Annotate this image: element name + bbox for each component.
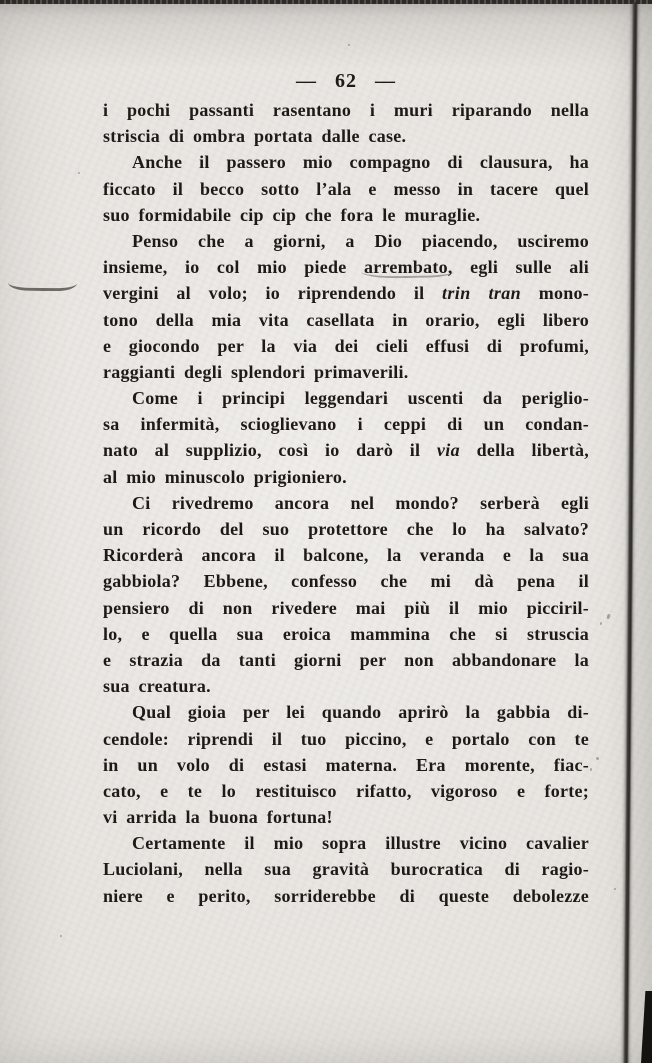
text-line: gabbiola? Ebbene, confesso che mi dà pena il: [103, 571, 589, 592]
text-line: Ricorderà ancora il balcone, la veranda e la sua: [103, 545, 589, 566]
text-line: ficcato il becco sotto l’ala e messo in tacere quel: [103, 178, 589, 199]
text-line: pensiero di non rivedere mai più il mio picciril-: [103, 597, 589, 618]
text-line: in un volo di estasi materna. Era morente, fiac-: [103, 754, 589, 775]
text-line: sua creatura.: [103, 676, 211, 697]
scan-speck: [614, 888, 616, 890]
text-line: al mio minuscolo prigioniero.: [103, 466, 347, 487]
scan-speck: [60, 935, 62, 937]
text-line: lo, e quella sua eroica mammina che si struscia: [103, 623, 589, 644]
text-line: cato, e te lo restituisco rifatto, vigoroso e forte;: [103, 780, 589, 801]
scan-speck: [600, 622, 602, 625]
scan-top-edge: [0, 0, 652, 4]
pencil-margin-mark: [8, 283, 77, 292]
text-line: sa infermità, scioglievano i ceppi di un condan-: [103, 414, 589, 435]
scan-corner-shadow: [641, 991, 652, 1063]
text-line: nato al supplizio, così io darò il via della libertà,: [103, 440, 589, 461]
text-line: Anche il passero mio compagno di clausura, ha: [132, 152, 589, 173]
text-line: vergini al volo; io riprendendo il trin tran mono-: [103, 283, 589, 304]
text-line: Qual gioia per lei quando aprirò la gabbia di-: [132, 702, 589, 723]
text-line: vi arrida la buona fortuna!: [103, 807, 333, 828]
book-spine-shadow: [623, 2, 638, 1063]
page-number: — 62 —: [296, 70, 396, 92]
page-text: [103, 97, 589, 909]
text-line: e strazia da tanti giorni per non abbandonare la: [103, 649, 589, 670]
scan-speck: [590, 768, 592, 771]
text-line: raggianti degli splendori primaverili.: [103, 361, 409, 382]
text-line: Ci rivedremo ancora nel mondo? serberà egli: [132, 492, 589, 513]
text-line: tono della mia vita casellata in orario, egli libero: [103, 309, 589, 330]
text-line: cendole: riprendi il tuo piccino, e portalo con te: [103, 728, 589, 749]
scan-speck: [78, 172, 80, 174]
scan-speck: [596, 757, 599, 760]
text-line: Penso che a giorni, a Dio piacendo, usciremo: [132, 230, 589, 251]
text-line: un ricordo del suo protettore che lo ha salvato?: [103, 519, 589, 539]
text-line: suo formidabile cip cip che fora le muraglie.: [103, 204, 481, 225]
text-line: Certamente il mio sopra illustre vicino cavalier: [132, 833, 589, 854]
text-line: e giocondo per la via dei cieli effusi di profumi,: [103, 335, 589, 356]
scan-speck: [348, 44, 350, 46]
text-line: Come i principi leggendari uscenti da periglio-: [132, 388, 589, 409]
pencil-underline: arrembato,: [363, 257, 453, 278]
text-line: Luciolani, nella sua gravità burocratica di ragio-: [103, 859, 589, 880]
scan-speck: [606, 614, 610, 620]
text-line: striscia di ombra portata dalle case.: [103, 126, 407, 147]
text-line: niere e perito, sorriderebbe di queste debolezze: [103, 885, 589, 906]
text-line: i pochi passanti rasentano i muri riparando nella: [103, 100, 589, 120]
text-line: insieme, io col mio piede arrembato, egli sulle ali: [103, 257, 589, 278]
